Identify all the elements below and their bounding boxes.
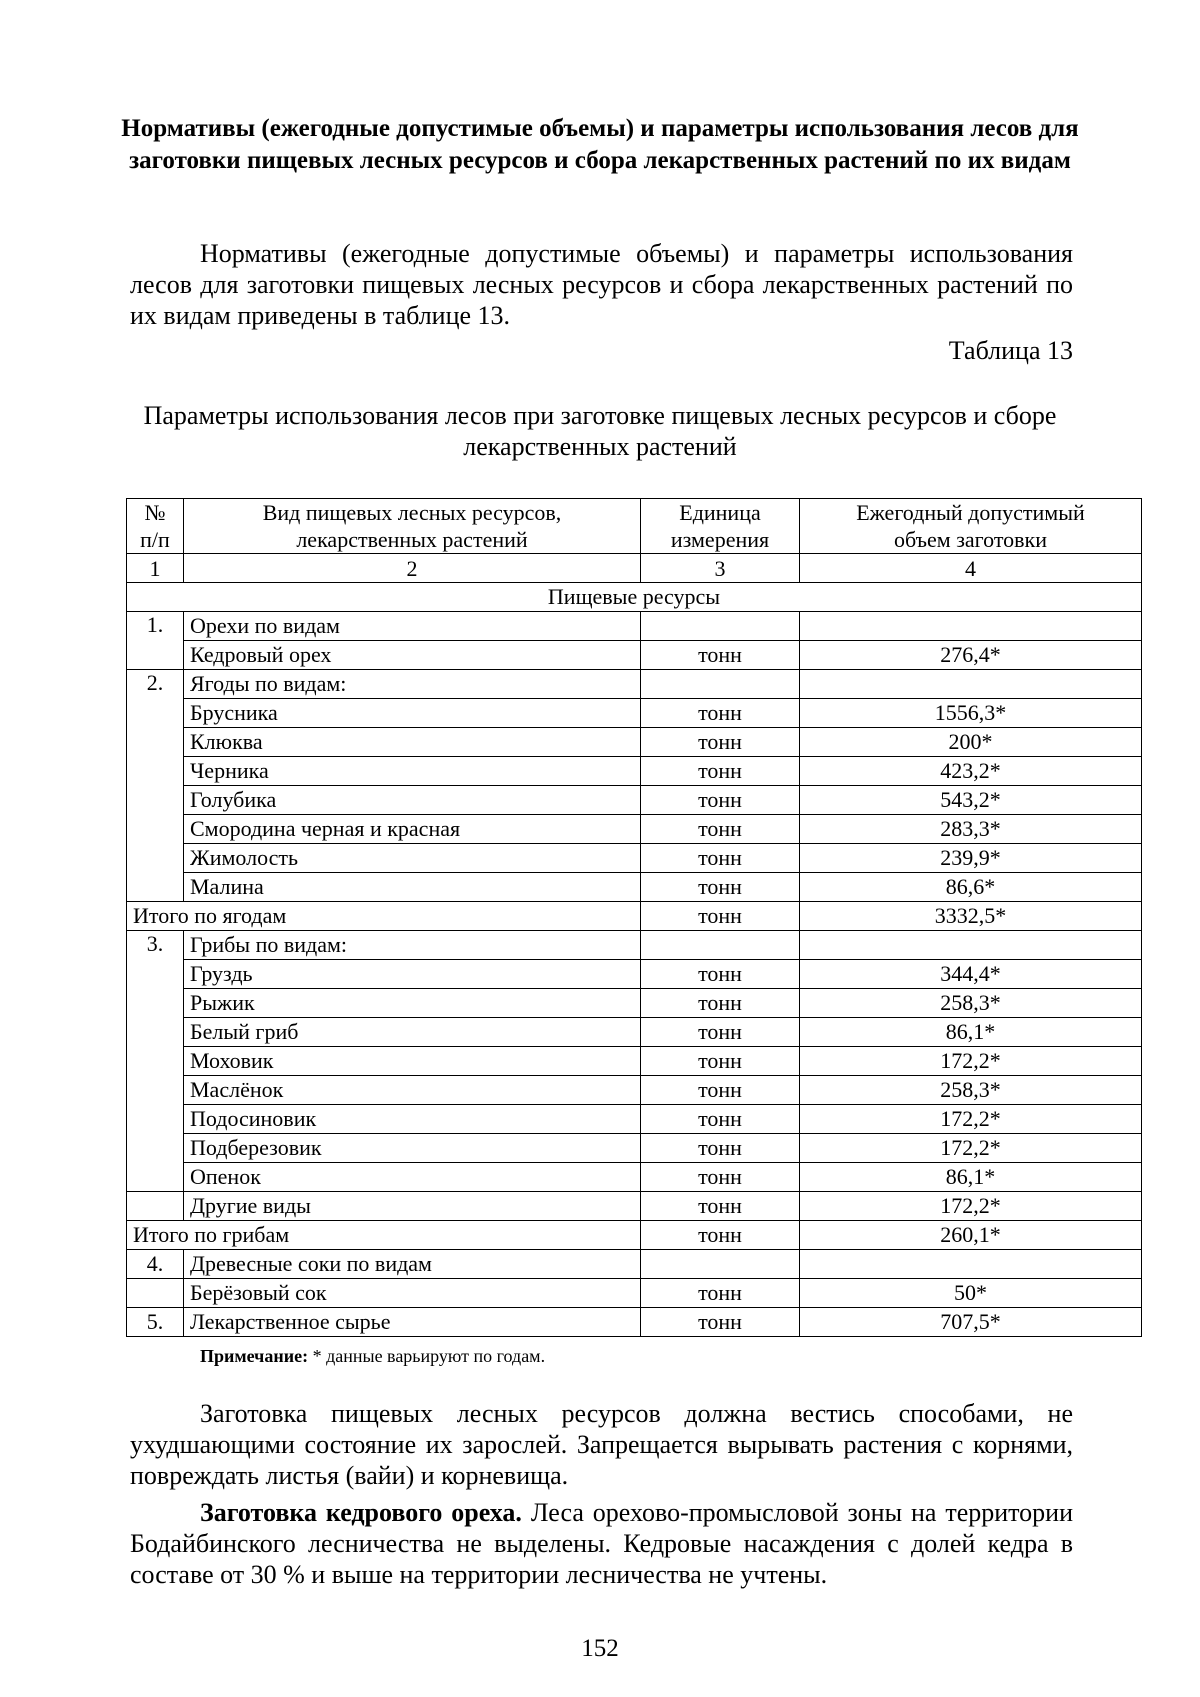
- unit-cell: [641, 612, 800, 641]
- table-row: [127, 1250, 1142, 1279]
- section-row: [127, 583, 1142, 612]
- unit-cell: тонн: [641, 641, 800, 670]
- table-row: [127, 1163, 1142, 1192]
- row-number: 5.: [127, 1308, 184, 1337]
- table-header-row: [127, 499, 1142, 554]
- volume-cell: 258,3*: [800, 1076, 1142, 1105]
- resource-name: Другие виды: [184, 1192, 641, 1221]
- table-row: [127, 1308, 1142, 1337]
- unit-cell: тонн: [641, 1047, 800, 1076]
- header-num: № п/п: [127, 499, 184, 554]
- unit-cell: тонн: [641, 815, 800, 844]
- group-title: Ягоды по видам:: [184, 670, 641, 699]
- unit-cell: тонн: [641, 1279, 800, 1308]
- harvest-paragraph: [130, 1398, 1073, 1491]
- unit-cell: [641, 670, 800, 699]
- unit-cell: тонн: [641, 786, 800, 815]
- table-row: [127, 960, 1142, 989]
- unit-cell: тонн: [641, 1018, 800, 1047]
- volume-cell: 172,2*: [800, 1047, 1142, 1076]
- table-row: [127, 1105, 1142, 1134]
- resource-name: Берёзовый сок: [184, 1279, 641, 1308]
- volume-cell: 50*: [800, 1279, 1142, 1308]
- group-title: Грибы по видам:: [184, 931, 641, 960]
- group-title: Орехи по видам: [184, 612, 641, 641]
- unit-cell: тонн: [641, 960, 800, 989]
- resource-name: Голубика: [184, 786, 641, 815]
- col-number: 4: [800, 554, 1142, 583]
- volume-cell: 3332,5*: [800, 902, 1142, 931]
- unit-cell: тонн: [641, 757, 800, 786]
- table-row: [127, 728, 1142, 757]
- table-row: [127, 641, 1142, 670]
- volume-cell: 86,1*: [800, 1163, 1142, 1192]
- resource-name: Брусника: [184, 699, 641, 728]
- unit-cell: тонн: [641, 902, 800, 931]
- intro-text: Нормативы (ежегодные допустимые объемы) и параметры использования лесов для заготовки пищевых лесных ресурсов и сбора лекарственных растений по их видам приведены в таблице 13.: [130, 239, 1073, 330]
- cedar-paragraph: [130, 1497, 1073, 1590]
- unit-cell: тонн: [641, 1134, 800, 1163]
- unit-cell: [641, 931, 800, 960]
- section-label: Пищевые ресурсы: [127, 583, 1142, 612]
- cedar-bold-lead: Заготовка кедрового ореха.: [200, 1498, 522, 1527]
- unit-cell: тонн: [641, 1192, 800, 1221]
- harvest-text: Заготовка пищевых лесных ресурсов должна вестись способами, не ухудшающими состояние их зарослей. Запрещается вырывать растения с корнями, повреждать листья (вайи) и корневища.: [130, 1399, 1073, 1490]
- table-row: [127, 786, 1142, 815]
- table-title: Параметры использования лесов при заготовке пищевых лесных ресурсов и сборе лекарственных растений: [143, 401, 1057, 461]
- resource-name: Малина: [184, 873, 641, 902]
- table-row: [127, 670, 1142, 699]
- unit-cell: тонн: [641, 989, 800, 1018]
- volume-cell: 260,1*: [800, 1221, 1142, 1250]
- volume-cell: 200*: [800, 728, 1142, 757]
- row-number: 3.: [127, 931, 184, 1192]
- total-label: Итого по грибам: [127, 1221, 641, 1250]
- volume-cell: 172,2*: [800, 1134, 1142, 1163]
- column-numbers-row: [127, 554, 1142, 583]
- unit-cell: тонн: [641, 1308, 800, 1337]
- volume-cell: 283,3*: [800, 815, 1142, 844]
- table-row: [127, 873, 1142, 902]
- table-row: [127, 757, 1142, 786]
- table-row: [127, 844, 1142, 873]
- unit-cell: тонн: [641, 699, 800, 728]
- header-unit: Единица измерения: [641, 499, 800, 554]
- resource-name: Смородина черная и красная: [184, 815, 641, 844]
- volume-cell: [800, 612, 1142, 641]
- note-label: Примечание:: [200, 1346, 309, 1366]
- intro-paragraph: [130, 238, 1073, 331]
- table-row: [127, 612, 1142, 641]
- volume-cell: 423,2*: [800, 757, 1142, 786]
- table-row: [127, 699, 1142, 728]
- table-row: [127, 1076, 1142, 1105]
- volume-cell: 239,9*: [800, 844, 1142, 873]
- resource-name: Опенок: [184, 1163, 641, 1192]
- row-number: 2.: [127, 670, 184, 902]
- resource-name: Моховик: [184, 1047, 641, 1076]
- unit-cell: тонн: [641, 873, 800, 902]
- resource-name: Кедровый орех: [184, 641, 641, 670]
- resource-name: Рыжик: [184, 989, 641, 1018]
- total-label: Итого по ягодам: [127, 902, 641, 931]
- col-number: 2: [184, 554, 641, 583]
- forest-resources-table: [126, 498, 1142, 1337]
- volume-cell: 543,2*: [800, 786, 1142, 815]
- row-number: [127, 1192, 184, 1221]
- volume-cell: 276,4*: [800, 641, 1142, 670]
- resource-name: Черника: [184, 757, 641, 786]
- note-text: * данные варьируют по годам.: [308, 1346, 546, 1366]
- table-note: [200, 1346, 545, 1367]
- table-row: [127, 1192, 1142, 1221]
- col-number: 1: [127, 554, 184, 583]
- table-row: [127, 1134, 1142, 1163]
- volume-cell: [800, 931, 1142, 960]
- unit-cell: тонн: [641, 1163, 800, 1192]
- resource-name: Жимолость: [184, 844, 641, 873]
- total-row: [127, 902, 1142, 931]
- unit-cell: тонн: [641, 1076, 800, 1105]
- header-name: Вид пищевых лесных ресурсов, лекарственных растений: [184, 499, 641, 554]
- cedar-text: Леса орехово-промысловой зоны на территории Бодайбинского лесничества не выделены. Кедровые насаждения с долей кедра в составе от 30 % и выше на территории лесничества не учтены.: [130, 1498, 1073, 1589]
- volume-cell: 344,4*: [800, 960, 1142, 989]
- col-number: 3: [641, 554, 800, 583]
- volume-cell: 707,5*: [800, 1308, 1142, 1337]
- row-number: 4.: [127, 1250, 184, 1279]
- resource-name: Белый гриб: [184, 1018, 641, 1047]
- volume-cell: 1556,3*: [800, 699, 1142, 728]
- total-row: [127, 1221, 1142, 1250]
- volume-cell: 172,2*: [800, 1192, 1142, 1221]
- unit-cell: тонн: [641, 1221, 800, 1250]
- unit-cell: тонн: [641, 728, 800, 757]
- resource-name: Подосиновик: [184, 1105, 641, 1134]
- resource-name: Маслёнок: [184, 1076, 641, 1105]
- resource-name: Клюква: [184, 728, 641, 757]
- group-title: Древесные соки по видам: [184, 1250, 641, 1279]
- resource-name: Лекарственное сырье: [184, 1308, 641, 1337]
- unit-cell: [641, 1250, 800, 1279]
- table-row: [127, 1279, 1142, 1308]
- volume-cell: 86,1*: [800, 1018, 1142, 1047]
- volume-cell: 258,3*: [800, 989, 1142, 1018]
- table-row: [127, 1047, 1142, 1076]
- volume-cell: [800, 670, 1142, 699]
- volume-cell: 86,6*: [800, 873, 1142, 902]
- unit-cell: тонн: [641, 1105, 800, 1134]
- volume-cell: [800, 1250, 1142, 1279]
- table-row: [127, 931, 1142, 960]
- page-number: 152: [581, 1635, 619, 1662]
- table-row: [127, 989, 1142, 1018]
- table-row: [127, 815, 1142, 844]
- table-row: [127, 1018, 1142, 1047]
- resource-name: Подберезовик: [184, 1134, 641, 1163]
- table-label: Таблица 13: [948, 336, 1073, 365]
- header-volume: Ежегодный допустимый объем заготовки: [800, 499, 1142, 554]
- row-number: [127, 1279, 184, 1308]
- resource-name: Груздь: [184, 960, 641, 989]
- row-number: 1.: [127, 612, 184, 670]
- volume-cell: 172,2*: [800, 1105, 1142, 1134]
- unit-cell: тонн: [641, 844, 800, 873]
- section-heading: Нормативы (ежегодные допустимые объемы) и параметры использования лесов для заготовки пищевых лесных ресурсов и сбора лекарственных растений по их видам: [121, 115, 1079, 174]
